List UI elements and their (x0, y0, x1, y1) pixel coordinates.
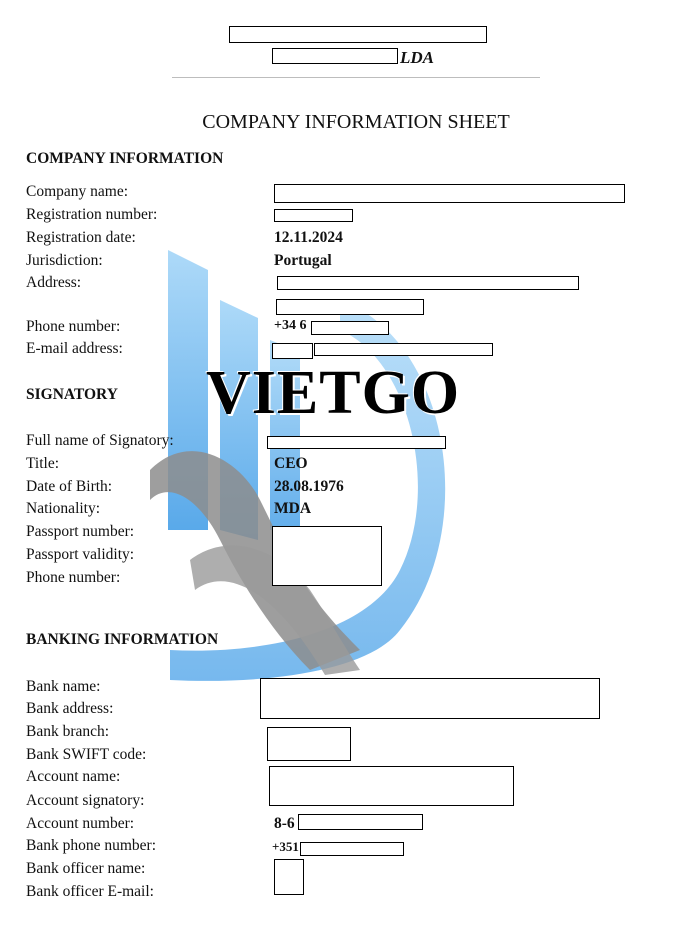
redacted-address-line2 (276, 299, 424, 315)
redacted-bank-officer (274, 859, 304, 895)
label-account-name: Account name: (26, 768, 121, 785)
value-phone-prefix: +34 6 (274, 318, 307, 333)
redacted-phone-number (311, 321, 389, 335)
redacted-account-name-signatory (269, 766, 514, 806)
redacted-registration-number (274, 209, 353, 222)
redacted-email-part1 (272, 343, 313, 359)
label-registration-date: Registration date: (26, 229, 136, 246)
redacted-email-part2 (314, 343, 493, 356)
label-phone-number: Phone number: (26, 318, 121, 335)
redacted-branch-swift (267, 727, 351, 761)
company-suffix: LDA (400, 48, 434, 67)
label-bank-phone-number: Bank phone number: (26, 837, 157, 854)
label-bank-officer-name: Bank officer name: (26, 860, 146, 877)
label-bank-name: Bank name: (26, 678, 101, 695)
page-title: COMPANY INFORMATION SHEET (202, 111, 510, 133)
redacted-passport-and-phone (272, 526, 382, 586)
redacted-company-header (229, 26, 487, 43)
label-passport-validity: Passport validity: (26, 546, 135, 563)
section-banking-information: BANKING INFORMATION (26, 631, 219, 648)
label-email-address: E-mail address: (26, 340, 123, 357)
label-address: Address: (26, 274, 82, 291)
value-registration-date: 12.11.2024 (274, 229, 343, 246)
value-date-of-birth: 28.08.1976 (274, 478, 344, 495)
value-bank-phone-prefix: +351 (272, 839, 299, 854)
header-divider (172, 77, 540, 78)
label-account-number: Account number: (26, 815, 135, 832)
label-title: Title: (26, 455, 60, 472)
label-nationality: Nationality: (26, 500, 101, 517)
label-bank-address: Bank address: (26, 700, 114, 717)
value-account-number-prefix: 8-6 (274, 815, 295, 832)
label-bank-officer-email: Bank officer E-mail: (26, 883, 154, 900)
label-registration-number: Registration number: (26, 206, 158, 223)
label-jurisdiction: Jurisdiction: (26, 252, 103, 269)
redacted-company-name-header (272, 48, 398, 64)
label-full-name-signatory: Full name of Signatory: (26, 432, 174, 449)
watermark-text: VIETGO (206, 359, 461, 427)
redacted-account-number (298, 814, 423, 830)
redacted-signatory-name (267, 436, 446, 449)
label-company-name: Company name: (26, 183, 129, 200)
label-account-signatory: Account signatory: (26, 792, 145, 809)
label-passport-number: Passport number: (26, 523, 135, 540)
redacted-company-name (274, 184, 625, 203)
section-company-information: COMPANY INFORMATION (26, 150, 224, 167)
value-title: CEO (274, 455, 308, 472)
redacted-bank-name-address (260, 678, 600, 719)
label-date-of-birth: Date of Birth: (26, 478, 113, 495)
label-signatory-phone: Phone number: (26, 569, 121, 586)
redacted-bank-phone (300, 842, 404, 856)
redacted-address-line1 (277, 276, 579, 290)
value-jurisdiction: Portugal (274, 252, 332, 269)
label-bank-branch: Bank branch: (26, 723, 110, 740)
section-signatory: SIGNATORY (26, 386, 118, 403)
value-nationality: MDA (274, 500, 312, 517)
label-bank-swift: Bank SWIFT code: (26, 746, 147, 763)
